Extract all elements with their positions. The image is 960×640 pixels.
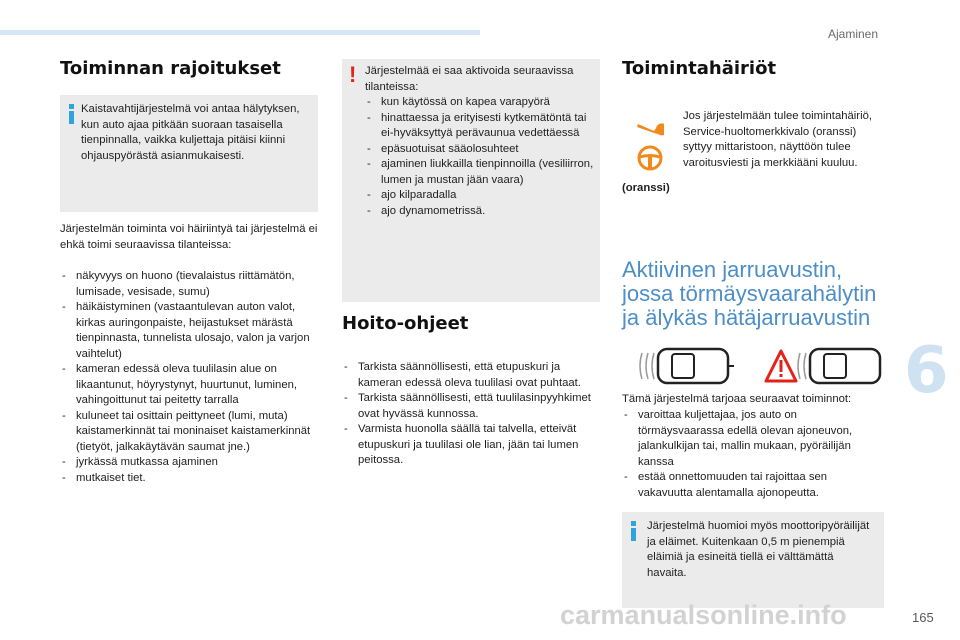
warning-icon: !: [349, 62, 357, 87]
aeb-title: [622, 258, 922, 330]
list-item: - hinattaessa ja erityisesti kytkemätöntä tai ei-hyväksyttyä perävaunua vedettäessä: [365, 111, 595, 142]
watermark: carmanualsonline.info: [560, 600, 847, 630]
list-item: - näkyvyys on huono (tievalaistus riittämätön, lumisade, vesisade, sumu): [60, 269, 322, 300]
info-text-right: Järjestelmä huomioi myös moottoripyöräilijät ja eläimet. Kuitenkaan 0,5 m pienempiä eläimiä ja esineitä tiellä ei välttämättä havaita.: [647, 520, 870, 579]
info-box-right: [622, 512, 884, 608]
list-item: - estää onnettomuuden tai rajoittaa sen vakavuutta alentamalla ajonopeutta.: [622, 470, 884, 501]
info-icon: [68, 104, 74, 124]
list-item: - jyrkässä mutkassa ajaminen: [60, 455, 322, 471]
fault-label: (oranssi): [622, 182, 670, 194]
aeb-list: [622, 408, 884, 501]
list-item: - epäsuotuisat sääolosuhteet: [365, 142, 595, 158]
care-title: Hoito-ohjeet: [342, 313, 469, 334]
wrench-icon: [634, 120, 664, 138]
collision-warning-icon: [636, 345, 884, 387]
list-item: - varoittaa kuljettajaa, jos auto on törmäysvaarassa edellä olevan ajoneuvon, jalankulkijan tai, mallin mukaan, pyöräilijän kanssa: [622, 408, 884, 470]
header-bar: [0, 30, 480, 35]
aeb-title-line: ja älykäs hätäjarruavustin: [622, 305, 871, 330]
list-item: - ajo dynamometrissä.: [365, 204, 595, 220]
list-item: - ajo kilparadalla: [365, 188, 595, 204]
section-label: Ajaminen: [828, 27, 879, 41]
aeb-title-line: jossa törmäysvaarahälytin: [622, 281, 877, 306]
warning-list: [365, 95, 595, 219]
list-item: - Varmista huonolla säällä tai talvella, etteivät etupuskuri ja tuulilasi ole lian, jään tai lumen peitossa.: [342, 422, 604, 469]
list-item: - häikäistyminen (vastaantulevan auton valot, kirkas auringonpaiste, heijastukset märästä tienpinnasta, tunnelista ulosajo, valon ja varjon vaihtelut): [60, 300, 322, 362]
page-number: 165: [912, 610, 934, 625]
left-intro: Järjestelmän toiminta voi häiriintyä tai järjestelmä ei ehkä toimi seuraavissa tilanteissa:: [60, 223, 318, 251]
list-item: - ajaminen liukkailla tienpinnoilla (vesiliirron, lumen ja mustan jään vaara): [365, 157, 595, 188]
care-list: [342, 360, 604, 469]
info-text-left: Kaistavahtijärjestelmä voi antaa hälytyksen, kun auto ajaa pitkään suoraan tasaisella tienpinnalla, vaikka kuljettaja pitäisi kiinni ohjauspyörästä asianmukaisesti.: [81, 103, 300, 162]
list-item: - kuluneet tai osittain peittyneet (lumi, muta) kaistamerkinnät tai moninaiset kaistamerkinnät (tietyöt, jalkakäytävän saumat jne.): [60, 409, 322, 456]
fault-title: Toimintahäiriöt: [622, 58, 777, 79]
list-item: - Tarkista säännöllisesti, että etupuskuri ja kameran edessä oleva tuulilasi ovat puhtaat.: [342, 360, 604, 391]
warning-intro: Järjestelmää ei saa aktivoida seuraavissa tilanteissa:: [365, 65, 574, 93]
info-box-left: [60, 95, 318, 212]
info-icon: [630, 521, 636, 541]
left-list: [60, 269, 322, 486]
warning-box: [342, 59, 600, 302]
list-item: - kameran edessä oleva tuulilasin alue on likaantunut, höyrystynyt, huurtunut, luminen, vahingoittunut tai peitetty tarralla: [60, 362, 322, 409]
aeb-intro: Tämä järjestelmä tarjoaa seuraavat toiminnot:: [622, 393, 852, 405]
aeb-title-line: Aktiivinen jarruavustin,: [622, 257, 843, 282]
chapter-number: 6: [904, 334, 949, 408]
list-item: - Tarkista säännöllisesti, että tuulilasinpyyhkimet ovat hyvässä kunnossa.: [342, 391, 604, 422]
left-title: Toiminnan rajoitukset: [60, 58, 281, 79]
list-item: - mutkaiset tiet.: [60, 471, 322, 487]
steering-wheel-icon: [636, 144, 664, 172]
list-item: - kun käytössä on kapea varapyörä: [365, 95, 595, 111]
fault-text: Jos järjestelmään tulee toimintahäiriö, Service-huoltomerkkivalo (oranssi) syttyy mittaristoon, näyttöön tulee varoitusviesti ja merkkiääni kuuluu.: [683, 110, 873, 169]
